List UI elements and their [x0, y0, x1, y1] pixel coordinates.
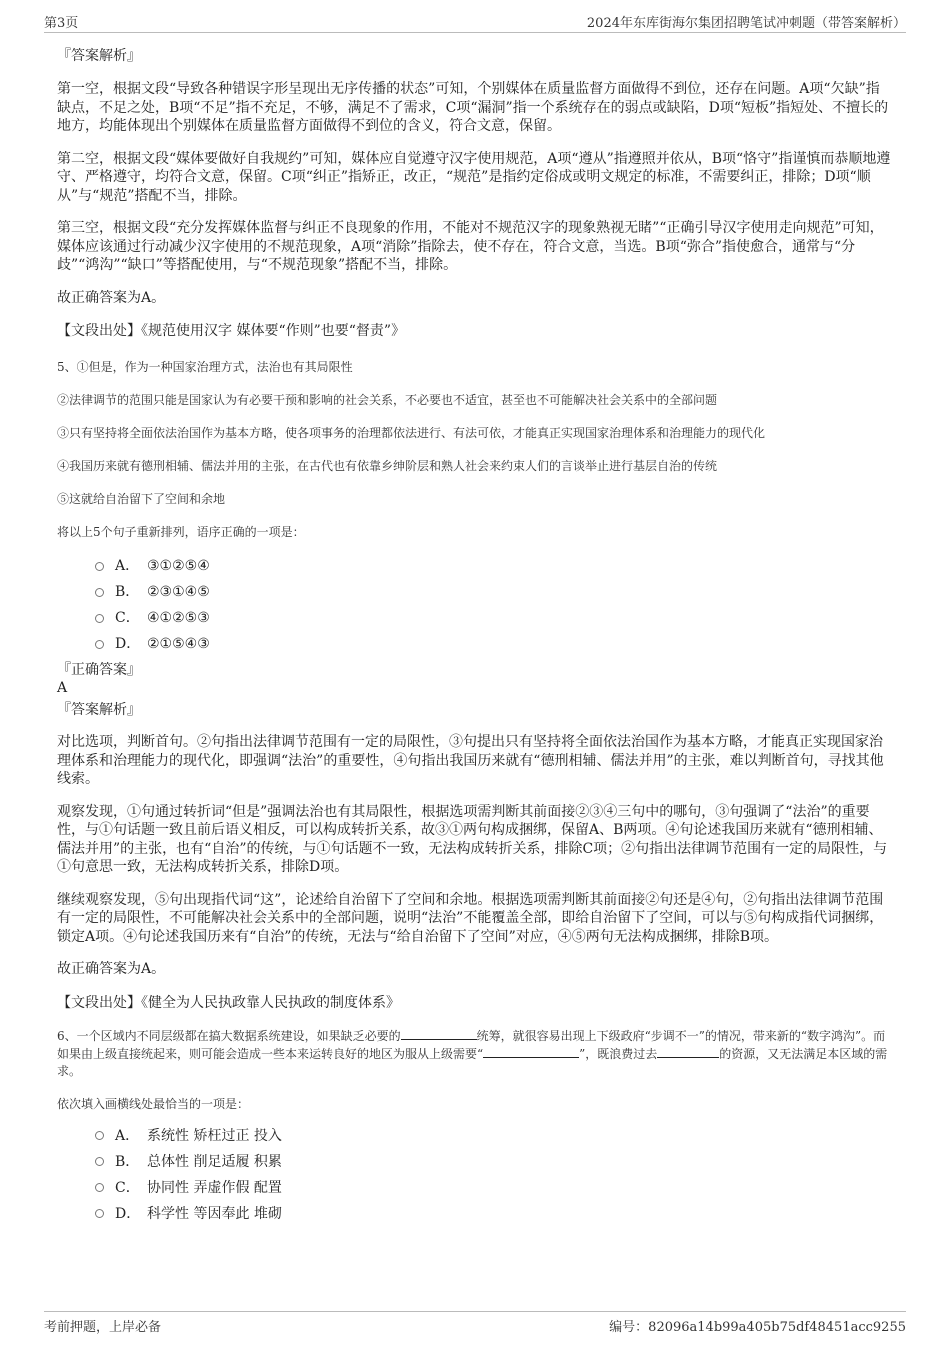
page-header — [44, 10, 906, 33]
option-text: ②①⑤④③ — [147, 636, 210, 652]
fill-blank-3 — [657, 1045, 719, 1058]
fill-blank-2 — [483, 1045, 579, 1058]
source-citation: 【文段出处】《规范使用汉字 媒体要“作则”也要“督责”》 — [57, 323, 406, 339]
answer-conclusion: 故正确答案为A。 — [57, 289, 166, 306]
option-letter: A． — [115, 558, 140, 574]
answer-conclusion: 故正确答案为A。 — [57, 961, 166, 977]
analysis-label: 『答案解析』 — [57, 702, 141, 718]
option-text: 科学性 等因奉此 堆砌 — [147, 1205, 282, 1222]
stem-part: ”，既浪费过去 — [579, 1046, 658, 1061]
option-d[interactable] — [95, 631, 893, 657]
page-footer — [44, 1311, 906, 1336]
correct-answer-label: 『正确答案』 — [57, 662, 141, 678]
radio-button[interactable] — [95, 640, 104, 649]
option-a[interactable] — [95, 1123, 893, 1149]
fill-blank-1 — [401, 1027, 477, 1040]
analysis-paragraph: 对比选项，判断首句。②句指出法律调节范围有一定的局限性，③句提出只有坚持将全面依法治国作为基本方略，才能真正实现国家治理体系和治理能力的现代化，即强调“法治”的重要性，④句指出我国历来就有“德刑相辅、儒法并用”的主张，难以判断首句，寻找其他线索。 — [57, 734, 884, 787]
option-letter: C． — [115, 1179, 140, 1196]
stem-part: 6、一个区域内不同层级都在搞大数据系统建设，如果缺乏必要的 — [57, 1028, 401, 1043]
footer-slogan: 考前押题，上岸必备 — [44, 1320, 162, 1335]
correct-answer: A — [57, 680, 68, 696]
option-text: 协同性 弄虚作假 配置 — [147, 1179, 282, 1196]
stem-part: 的资源，又无法满足本区域的需求。 — [57, 1046, 888, 1078]
radio-button[interactable] — [95, 1131, 104, 1140]
question-5-options — [95, 553, 893, 657]
question-5-stem: 5、①但是，作为一种国家治理方式，法治也有其局限性 — [57, 360, 353, 374]
analysis-label: 『答案解析』 — [57, 48, 141, 64]
option-a[interactable] — [95, 553, 893, 579]
option-text: 系统性 矫枉过正 投入 — [147, 1127, 282, 1144]
analysis-paragraph: 第二空，根据文段“媒体要做好自我规约”可知，媒体应自觉遵守汉字使用规范，A项“遵从”指遵照并依从，B项“恪守”指谨慎而恭顺地遵守、严格遵守，均符合文意，保留。C项“纠正”指矫正，改正，“规范”是指约定俗成或明文规定的标准，不需要纠正，排除；D项“顺从”与“规范”搭配不当，排除。 — [57, 150, 891, 204]
radio-button[interactable] — [95, 562, 104, 571]
option-letter: B． — [115, 584, 140, 600]
question-sentence: ③只有坚持将全面依法治国作为基本方略，使各项事务的治理都依法进行、有法可依，才能真正实现国家治理体系和治理能力的现代化 — [57, 426, 766, 440]
option-text: 总体性 削足适履 积累 — [147, 1153, 282, 1170]
question-6-stem — [57, 1027, 893, 1080]
question-sentence: ⑤这就给自治留下了空间和余地 — [57, 492, 226, 506]
option-b[interactable] — [95, 579, 893, 605]
radio-button[interactable] — [95, 588, 104, 597]
document-title: 2024年东库街海尔集团招聘笔试冲刺题（带答案解析） — [586, 16, 906, 31]
analysis-paragraph: 第一空，根据文段“导致各种错误字形呈现出无序传播的状态”可知，个别媒体在质量监督方面做得不到位，还存在问题。A项“欠缺”指缺点，不足之处，B项“不足”指不充足，不够，满足不了需求，C项“漏洞”指一个系统存在的弱点或缺陷，D项“短板”指短处、不擅长的地方，均能体现出个别媒体在质量监督方面做得不到位的含义，符合文意，保留。 — [57, 81, 889, 134]
radio-button[interactable] — [95, 1157, 104, 1166]
option-text: ④①②⑤③ — [147, 610, 210, 626]
analysis-paragraph: 第三空，根据文段“充分发挥媒体监督与纠正不良现象的作用，不能对不规范汉字的现象熟视无睹”“正确引导汉字使用走向规范”可知，媒体应该通过行动减少汉字使用的不规范现象，A项“消除”指除去，使不存在，符合文意，当选。B项“弥合”指使愈合，通常与“分歧”“鸿沟”“缺口”等搭配使用，与“不规范现象”搭配不当，排除。 — [57, 220, 884, 273]
option-text: ③①②⑤④ — [147, 558, 210, 574]
source-citation: 【文段出处】《健全为人民执政靠人民执政的制度体系》 — [57, 994, 400, 1011]
analysis-paragraph: 继续观察发现，⑤句出现指代词“这”，论述给自治留下了空间和余地。根据选项需判断其前面接②句还是④句，②句指出法律调节范围有一定的局限性，不可能解决社会关系中的全部问题，说明“法治”不能覆盖全部，即给自治留下了空间，可以与⑤句构成指代词捆绑，锁定A项。④句论述我国历来有“自治”的传统，无法与“给自治留下了空间”对应，④⑤两句无法构成捆绑，排除B项。 — [57, 891, 884, 945]
option-letter: C． — [115, 610, 140, 626]
question-6-options — [95, 1123, 893, 1227]
page-content — [57, 44, 893, 1227]
analysis-paragraph: 观察发现，①句通过转折词“但是”强调法治也有其局限性，根据选项需判断其前面接②③④三句中的哪句，③句强调了“法治”的重要性，与①句话题一致且前后语义相反，可以构成转折关系，故③①两句构成捆绑，保留A、B两项。④句论述我国历来就有“德刑相辅、儒法并用”的主张，也有“自治”的传统，与①句话题不一致，无法构成转折关系，排除C项；②句指出法律调节范围有一定的局限性，与①句意思一致，无法构成转折关系，排除D项。 — [57, 803, 888, 875]
page-number: 第3页 — [44, 16, 79, 31]
question-prompt: 依次填入画横线处最恰当的一项是： — [57, 1096, 250, 1111]
option-letter: A． — [115, 1127, 140, 1144]
option-text: ②③①④⑤ — [147, 584, 210, 600]
option-c[interactable] — [95, 605, 893, 631]
stem-part: 统筹，就很容易出现上下级政府“步调不一”的情况，带来新的“数字鸿沟”。而如果由上级直接统起来，则可能会造成一些本来运转良好的地区为服从上级需要“ — [57, 1028, 886, 1061]
document-code: 编号：82096a14b99a405b75df48451acc9255 — [609, 1320, 906, 1335]
question-prompt: 将以上5个句子重新排列，语序正确的一项是： — [57, 525, 305, 539]
option-d[interactable] — [95, 1201, 893, 1227]
radio-button[interactable] — [95, 614, 104, 623]
option-c[interactable] — [95, 1175, 893, 1201]
option-letter: D． — [115, 636, 141, 652]
radio-button[interactable] — [95, 1183, 104, 1192]
option-letter: D． — [115, 1205, 141, 1222]
option-b[interactable] — [95, 1149, 893, 1175]
radio-button[interactable] — [95, 1209, 104, 1218]
question-sentence: ④我国历来就有德刑相辅、儒法并用的主张，在古代也有依靠乡绅阶层和熟人社会来约束人们的言谈举止进行基层自治的传统 — [57, 459, 718, 473]
question-sentence: ②法律调节的范围只能是国家认为有必要干预和影响的社会关系，不必要也不适宜，甚至也不可能解决社会关系中的全部问题 — [57, 393, 718, 407]
option-letter: B． — [115, 1153, 140, 1170]
